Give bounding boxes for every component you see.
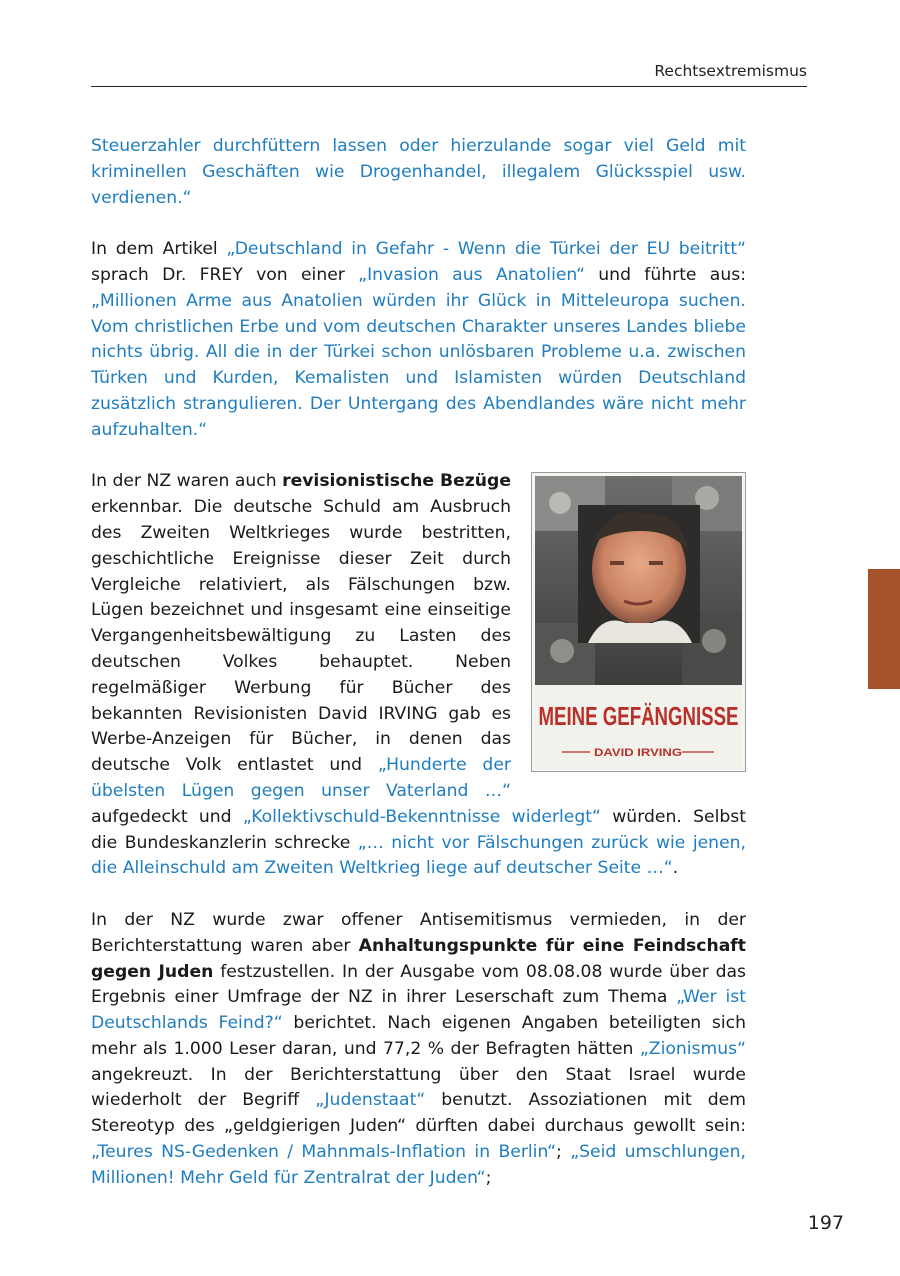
- quote-text: „Seid umschlungen, Millionen! Mehr Geld für Zentralrat der Juden“: [91, 1142, 746, 1188]
- running-header: [91, 58, 807, 87]
- text-run: berichtet. Nach eigenen Angaben beteiligten sich mehr als 1.000 Leser daran, und 77,2 % der Befragten hätten: [91, 1013, 746, 1059]
- paragraph-1: [91, 134, 746, 211]
- text-run: In dem Artikel: [91, 239, 227, 260]
- paragraph-4: [91, 908, 746, 1192]
- body-text: [91, 134, 746, 1217]
- text-run: ;: [485, 1167, 492, 1188]
- bold-text: revisionistische Bezüge: [282, 471, 511, 492]
- text-run: aufgedeckt und: [91, 806, 243, 827]
- text-run: und führte aus:: [584, 264, 746, 285]
- bold-text: Anhaltungspunkte für eine Feindschaft gegen Juden: [91, 935, 746, 982]
- text-run: würden. Selbst die Bundeskanzlerin schrecke: [91, 806, 746, 853]
- quote-text: „Wer ist Deutschlands Feind?“: [91, 987, 747, 1034]
- quote-text: „Kollektivschuld-Bekenntnisse widerlegt“: [242, 806, 601, 827]
- quote-text: „… nicht vor Fälschungen zurück wie jenen, die Alleinschuld am Zweiten Weltkrieg liege auf deutscher Seite …“: [91, 832, 746, 879]
- quote-text: „Judenstaat“: [315, 1090, 426, 1111]
- quote-text: „Hunderte der übelsten Lügen gegen unser Vaterland …“: [91, 755, 511, 801]
- quote-text: „Teures NS-Gedenken / Mahnmals-Inflation in Berlin“: [91, 1142, 556, 1163]
- text-run: In der NZ wurde zwar offener Antisemitismus vermieden, in der Berichterstattung waren aber: [91, 909, 746, 956]
- text-run: ;: [556, 1142, 571, 1163]
- quote-text: „Zionismus“: [639, 1038, 746, 1059]
- text-run: festzustellen. In der Ausgabe vom 08.08.08 wurde über das Ergebnis einer Umfrage der NZ in ihrer Leserschaft zum Thema: [91, 961, 746, 1008]
- book-cover-art: [532, 473, 745, 771]
- paragraph-2: [91, 237, 746, 443]
- text-run: In der NZ waren auch: [91, 471, 283, 492]
- page-number: 197: [807, 1212, 844, 1234]
- book-author: DAVID IRVING: [594, 747, 682, 760]
- header-title: Rechtsextremismus: [654, 62, 807, 80]
- text-run: erkennbar. Die deutsche Schuld am Ausbruch des Zweiten Weltkrieges wurde bestritten, geschichtliche Ereignisse dieser Zeit durch Vergleiche relativiert, als Fälschungen bzw. Lügen bezeichnet und insgesamt eine einseitige Vergangenheitsbewältigung zu Lasten des deutschen Volkes behauptet. Neben regelmäßiger Werbung für Bücher des bekannten Revisionisten David IRVING gab es Werbe-Anzeigen für Bücher, in denen das deutsche Volk entlastet und: [91, 497, 511, 776]
- quote-text: „Deutschland in Gefahr - Wenn die Türkei der EU beitritt“: [226, 239, 746, 260]
- text-run: sprach Dr. FREY von einer: [91, 264, 359, 285]
- text-run: benutzt. Assoziationen mit dem Stereotyp des „geldgierigen Juden“ dürften dabei durchaus gewollt sein:: [91, 1090, 746, 1137]
- quote-text: Steuerzahler durchfüttern lassen oder hierzulande sogar viel Geld mit kriminellen Geschäften wie Drogenhandel, illegalem Glücksspiel usw. verdienen.“: [91, 136, 746, 208]
- paragraph-3: [91, 469, 746, 882]
- book-cover-image: [531, 472, 746, 772]
- chapter-tab: [868, 569, 900, 689]
- text-run: angekreuzt. In der Berichterstattung über den Staat Israel wurde wiederholt der Begriff: [91, 1064, 746, 1111]
- quote-text: „Invasion aus Anatolien“: [358, 264, 585, 285]
- book-title: MEINE GEFÄNGNISSE: [538, 701, 739, 732]
- text-run: .: [672, 858, 679, 879]
- quote-text: „Millionen Arme aus Anatolien würden ihr Glück in Mitteleuropa suchen. Vom christlichen Erbe und vom deutschen Charakter unseres Landes bliebe nichts übrig. All die in der Türkei schon unlösbaren Probleme u.a. zwischen Türken und Kurden, Kemalisten und Islamisten würden Deutschland zusätzlich strangulieren. Der Untergang des Abendlandes wäre nicht mehr aufzuhalten.“: [91, 290, 746, 440]
